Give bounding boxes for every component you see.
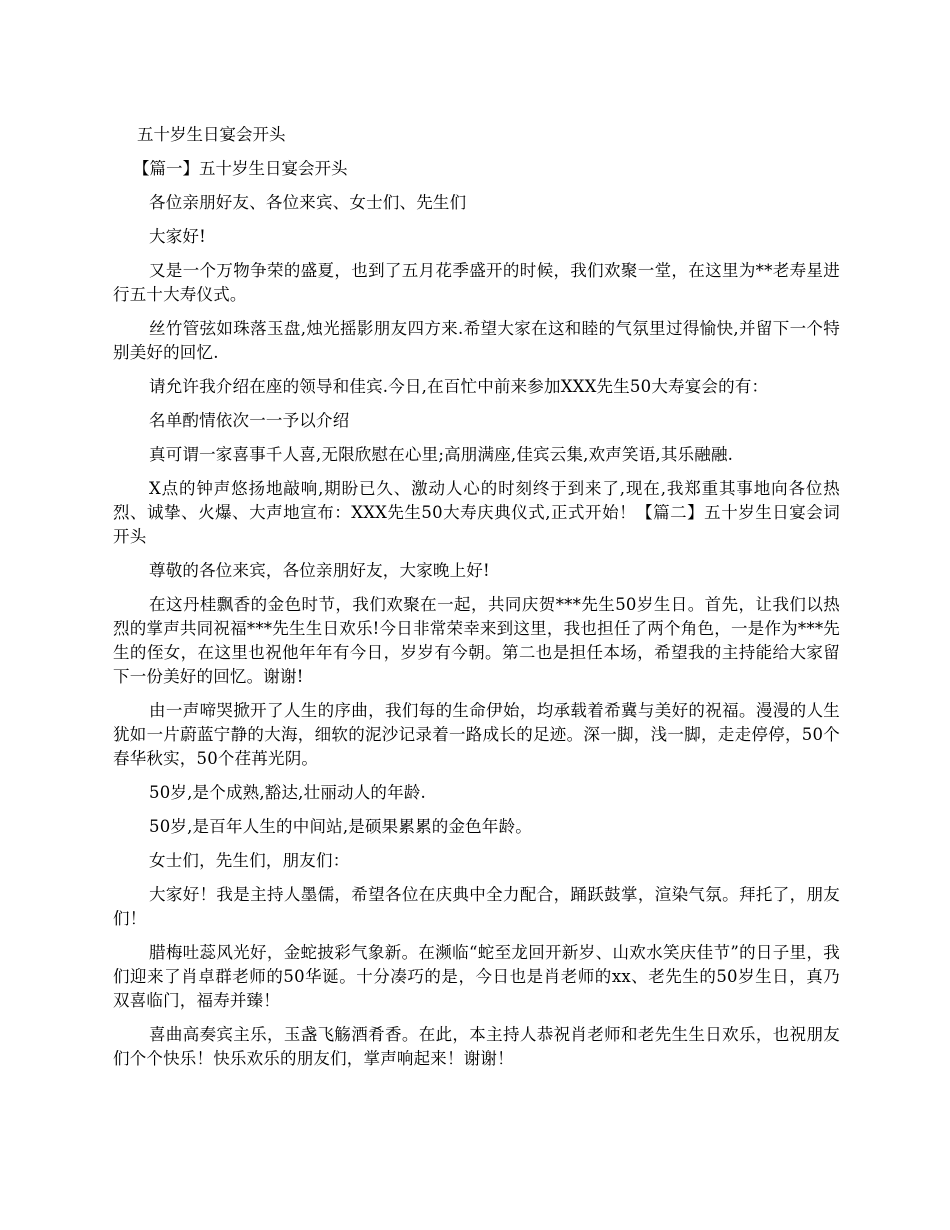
paragraph: 由一声啼哭掀开了人生的序曲，我们每的生命伊始，均承载着希冀与美好的祝福。漫漫的人生犹如一片蔚蓝宁静的大海，细软的泥沙记录着一路成长的足迹。深一脚，浅一脚，走走停停，50个春华秋实，50个荏苒光阴。 — [113, 701, 840, 768]
paragraph: 又是一个万物争荣的盛夏，也到了五月花季盛开的时候，我们欢聚一堂，在这里为**老寿星进行五十大寿仪式。 — [113, 261, 840, 304]
paragraph: 喜曲高奏宾主乐，玉盏飞觞酒肴香。在此，本主持人恭祝肖老师和老先生生日欢乐，也祝朋友们个个快乐！快乐欢乐的朋友们，掌声响起来！谢谢！ — [113, 1025, 840, 1068]
paragraph: 丝竹管弦如珠落玉盘,烛光摇影朋友四方来.希望大家在这和睦的气氛里过得愉快,并留下一个特别美好的回忆. — [113, 319, 840, 362]
document-body — [113, 123, 840, 1081]
paragraph: X点的钟声悠扬地敲响,期盼已久、激动人心的时刻终于到来了,现在,我郑重其事地向各位热烈、诚挚、火爆、大声地宣布：XXX先生50大寿庆典仪式,正式开始！【篇二】五十岁生日宴会词开头 — [113, 479, 840, 546]
paragraph: 女士们，先生们，朋友们： — [149, 851, 350, 870]
paragraph: 腊梅吐蕊风光好，金蛇披彩气象新。在濒临“蛇至龙回开新岁、山欢水笑庆佳节”的日子里，我们迎来了肖卓群老师的50华诞。十分凑巧的是，今日也是肖老师的xx、老先生的50岁生日，真乃双喜临门，福寿并臻！ — [113, 943, 840, 1010]
paragraph: 大家好！我是主持人墨儒，希望各位在庆典中全力配合，踊跃鼓掌，渲染气氛。拜托了，朋友们！ — [113, 885, 840, 928]
paragraph: 真可谓一家喜事千人喜,无限欣慰在心里;高朋满座,佳宾云集,欢声笑语,其乐融融. — [149, 445, 734, 464]
paragraph: 在这丹桂飘香的金色时节，我们欢聚在一起，共同庆贺***先生50岁生日。首先，让我们以热烈的掌声共同祝福***先生生日欢乐!今日非常荣幸来到这里，我也担任了两个角色，一是作为***先生的侄女，在这里也祝他年年有今日，岁岁有今朝。第二也是担任本场，希望我的主持能给大家留下一份美好的回忆。谢谢! — [113, 595, 840, 686]
paragraph: 请允许我介绍在座的领导和佳宾.今日,在百忙中前来参加XXX先生50大寿宴会的有： — [149, 377, 769, 396]
document-title: 五十岁生日宴会开头 — [137, 125, 286, 144]
paragraph: 大家好! — [149, 227, 206, 246]
paragraph: 50岁,是百年人生的中间站,是硕果累累的金色年龄。 — [149, 817, 532, 836]
paragraph: 50岁,是个成熟,豁达,壮丽动人的年龄. — [149, 783, 426, 802]
section-heading: 【篇一】五十岁生日宴会开头 — [133, 159, 348, 178]
paragraph: 各位亲朋好友、各位来宾、女士们、先生们 — [149, 193, 467, 212]
paragraph: 尊敬的各位来宾，各位亲朋好友，大家晚上好! — [149, 561, 490, 580]
paragraph: 名单酌情依次一一予以介绍 — [149, 411, 350, 430]
